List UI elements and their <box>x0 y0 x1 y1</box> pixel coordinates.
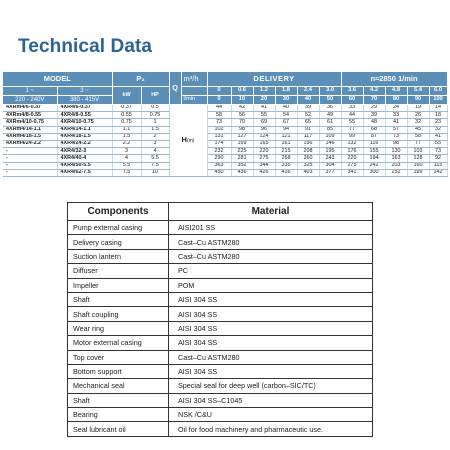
kw-cell: 5.5 <box>112 162 141 169</box>
table-row <box>3 169 447 176</box>
head-value-cell: 54 <box>275 112 297 119</box>
head-value-cell: 275 <box>341 162 363 169</box>
m3h-value: 1.8 <box>275 87 297 96</box>
model-1ph-cell: - <box>3 162 57 169</box>
material-cell: POM <box>169 278 373 292</box>
table-row <box>68 235 373 249</box>
head-value-cell: 203 <box>385 162 407 169</box>
h-unit: (m) <box>186 138 195 145</box>
material-cell: AISI 304 SS <box>169 336 373 350</box>
head-value-cell: 232 <box>207 148 231 155</box>
material-cell: Oil for food machinery and pharmaceutic use. <box>169 422 373 436</box>
head-value-cell: 26 <box>407 112 429 119</box>
head-value-cell: 363 <box>207 162 231 169</box>
col-3ph: 3 ~ <box>57 87 112 96</box>
hp-cell: 0.5 <box>141 105 169 112</box>
head-value-cell: 115 <box>429 162 447 169</box>
head-value-cell: 56 <box>231 112 253 119</box>
head-value-cell: 55 <box>429 140 447 147</box>
col-1ph-voltage: 220 - 240V <box>3 96 57 105</box>
model-3ph-cell: 4XR4/8-0.55 <box>57 112 112 119</box>
head-value-cell: 91 <box>297 126 319 133</box>
head-value-cell: 24 <box>385 105 407 112</box>
component-name-cell: Mechanical seal <box>68 379 169 393</box>
head-value-cell: 132 <box>341 140 363 147</box>
table-row <box>68 278 373 292</box>
component-name-cell: Seal lubricant oil <box>68 422 169 436</box>
table-row <box>3 148 447 155</box>
rpm-header: n≈2850 1/min <box>341 72 447 87</box>
material-cell: Cast–Cu ASTM280 <box>169 350 373 364</box>
table-row <box>68 350 373 364</box>
lmin-value: 100 <box>429 96 447 105</box>
head-value-cell: 14 <box>429 105 447 112</box>
head-value-cell: 94 <box>275 126 297 133</box>
head-value-cell: 155 <box>363 148 385 155</box>
table-row <box>3 126 447 133</box>
head-value-cell: 29 <box>363 105 385 112</box>
head-value-cell: 243 <box>319 155 341 162</box>
head-value-cell: 32 <box>429 126 447 133</box>
model-3ph-cell: 4XR4/24-2.2 <box>57 140 112 147</box>
head-value-cell: 109 <box>319 133 341 140</box>
head-value-cell: 39 <box>363 112 385 119</box>
hp-header: HP <box>141 87 169 105</box>
component-name-cell: Shaft coupling <box>68 307 169 321</box>
head-value-cell: 325 <box>297 162 319 169</box>
head-value-cell: 49 <box>319 112 341 119</box>
lmin-value: 20 <box>253 96 275 105</box>
q-header: Q <box>169 72 181 105</box>
table-row <box>68 379 373 393</box>
head-value-cell: 341 <box>341 169 363 176</box>
model-header: MODEL <box>3 72 112 87</box>
head-value-cell: 44 <box>207 105 231 112</box>
head-value-cell: 41 <box>385 119 407 126</box>
components-body <box>68 221 373 437</box>
m3h-value: 3.0 <box>319 87 341 96</box>
head-value-cell: 130 <box>385 148 407 155</box>
head-value-cell: 161 <box>275 140 297 147</box>
model-1ph-cell: 4XRm4/24-2.2 <box>3 140 57 147</box>
unit-m3h-row <box>181 87 207 96</box>
component-name-cell: Impeller <box>68 278 169 292</box>
head-value-cell: 32 <box>407 119 429 126</box>
head-value-cell: 40 <box>275 105 297 112</box>
head-value-cell: 436 <box>231 169 253 176</box>
table-row <box>68 264 373 278</box>
model-1ph-cell: - <box>3 155 57 162</box>
delivery-header: DELIVERY <box>207 72 341 87</box>
component-name-cell: Top cover <box>68 350 169 364</box>
head-value-cell: 39 <box>297 105 319 112</box>
model-1ph-cell: - <box>3 169 57 176</box>
hp-cell: 10 <box>141 169 169 176</box>
head-value-cell: 77 <box>407 140 429 147</box>
model-1ph-cell: 4XRm4/18-1.5 <box>3 133 57 140</box>
model-3ph-cell: 4XR4/10-0.75 <box>57 119 112 126</box>
lmin-value: 30 <box>275 96 297 105</box>
head-value-cell: 41 <box>253 105 275 112</box>
head-value-cell: 57 <box>385 126 407 133</box>
kw-cell: 1.5 <box>112 133 141 140</box>
components-table <box>67 202 373 437</box>
hp-cell: 0.75 <box>141 112 169 119</box>
p2-header: P₂ <box>112 72 169 87</box>
component-name-cell: Bottom support <box>68 364 169 378</box>
head-value-cell: 215 <box>275 148 297 155</box>
hp-cell: 1.5 <box>141 126 169 133</box>
head-value-cell: 117 <box>297 133 319 140</box>
head-value-cell: 69 <box>253 119 275 126</box>
h-label: H <box>181 135 187 145</box>
lmin-value: 80 <box>385 96 407 105</box>
m3h-value: 5.4 <box>407 87 429 96</box>
table-row <box>68 393 373 407</box>
material-cell: AISI201 SS <box>169 221 373 235</box>
model-1ph-cell: - <box>3 148 57 155</box>
head-value-cell: 92 <box>429 155 447 162</box>
lmin-value: 10 <box>231 96 253 105</box>
material-cell: NSK /C&U <box>169 408 373 422</box>
m3h-value: 1.2 <box>253 87 275 96</box>
head-value-cell: 77 <box>341 126 363 133</box>
head-value-cell: 163 <box>385 155 407 162</box>
head-value-cell: 121 <box>275 133 297 140</box>
hp-cell: 7.5 <box>141 162 169 169</box>
model-3ph-cell: 4XR4/14-1.1 <box>57 126 112 133</box>
head-value-cell: 73 <box>207 119 231 126</box>
head-value-cell: 344 <box>253 162 275 169</box>
head-value-cell: 42 <box>231 105 253 112</box>
hp-cell: 4 <box>141 148 169 155</box>
head-value-cell: 225 <box>231 148 253 155</box>
head-value-cell: 73 <box>429 148 447 155</box>
component-name-cell: Pump external casing <box>68 221 169 235</box>
material-cell: Cast–Cu ASTM280 <box>169 249 373 263</box>
head-value-cell: 290 <box>207 155 231 162</box>
table-row <box>68 336 373 350</box>
unit-lmin: l/min <box>181 96 207 105</box>
m3h-value: 4.2 <box>363 87 385 96</box>
head-value-cell: 160 <box>407 162 429 169</box>
head-value-cell: 195 <box>319 148 341 155</box>
head-value-cell: 242 <box>363 162 385 169</box>
m3h-value: 6.0 <box>429 87 447 96</box>
head-value-cell: 67 <box>275 119 297 126</box>
material-cell: AISI 304 SS–C1045 <box>169 393 373 407</box>
table-row <box>3 112 447 119</box>
material-cell: Cast–Cu ASTM280 <box>169 235 373 249</box>
head-value-cell: 48 <box>363 119 385 126</box>
head-value-cell: 146 <box>319 140 341 147</box>
head-value-cell: 165 <box>253 140 275 147</box>
table-row <box>3 155 447 162</box>
head-value-cell: 61 <box>319 119 341 126</box>
model-3ph-cell: 4XR4/40-4 <box>57 155 112 162</box>
kw-cell: 0.75 <box>112 119 141 126</box>
head-value-cell: 58 <box>207 112 231 119</box>
model-3ph-cell: 4XR4/18-1.5 <box>57 133 112 140</box>
material-cell: AISI 304 SS <box>169 307 373 321</box>
lmin-value: 90 <box>407 96 429 105</box>
head-value-cell: 142 <box>429 169 447 176</box>
table-row <box>68 307 373 321</box>
head-label <box>169 105 207 177</box>
material-header: Material <box>169 203 373 221</box>
head-value-cell: 174 <box>207 140 231 147</box>
head-value-cell: 194 <box>363 155 385 162</box>
lmin-value: 70 <box>363 96 385 105</box>
model-1ph-cell: 4XRm4/6-0.37 <box>3 105 57 112</box>
head-value-cell: 99 <box>341 133 363 140</box>
table-row <box>3 140 447 147</box>
m3h-value: 3.6 <box>341 87 363 96</box>
hp-cell: 3 <box>141 140 169 147</box>
head-value-cell: 220 <box>341 155 363 162</box>
col-1ph: 1 ~ <box>3 87 57 96</box>
table-row <box>3 162 447 169</box>
hp-cell: 1 <box>141 119 169 126</box>
model-3ph-cell: 4XR4/50-5.5 <box>57 162 112 169</box>
head-value-cell: 73 <box>385 133 407 140</box>
table-row <box>68 408 373 422</box>
technical-data-body <box>3 105 447 177</box>
hp-cell: 2 <box>141 133 169 140</box>
head-value-cell: 426 <box>253 169 275 176</box>
lmin-value: 40 <box>297 96 319 105</box>
technical-data-table <box>3 72 448 177</box>
model-3ph-cell: 4XR4/62-7.5 <box>57 169 112 176</box>
head-value-cell: 87 <box>363 133 385 140</box>
lmin-value: 60 <box>341 96 363 105</box>
kw-cell: 3 <box>112 148 141 155</box>
head-value-cell: 98 <box>231 126 253 133</box>
material-cell: AISI 304 SS <box>169 292 373 306</box>
model-3ph-cell: 4XR4/6-0.37 <box>57 105 112 112</box>
model-1ph-cell: 4XRm4/10-0.75 <box>3 119 57 126</box>
head-value-cell: 300 <box>363 169 385 176</box>
kw-header: kW <box>112 87 141 105</box>
table-row <box>3 133 447 140</box>
head-value-cell: 156 <box>297 140 319 147</box>
kw-cell: 2.2 <box>112 140 141 147</box>
lmin-value: 50 <box>319 96 341 105</box>
head-value-cell: 44 <box>341 112 363 119</box>
m3h-value: 0.6 <box>231 87 253 96</box>
head-value-cell: 416 <box>275 169 297 176</box>
head-value-cell: 124 <box>253 133 275 140</box>
head-value-cell: 70 <box>231 119 253 126</box>
head-value-cell: 103 <box>407 148 429 155</box>
m3h-value: 4.8 <box>385 87 407 96</box>
head-value-cell: 55 <box>253 112 275 119</box>
table-row <box>3 119 447 126</box>
head-value-cell: 33 <box>341 105 363 112</box>
component-name-cell: Delivery casing <box>68 235 169 249</box>
component-name-cell: Motor external casing <box>68 336 169 350</box>
head-value-cell: 199 <box>407 169 429 176</box>
lmin-value: 0 <box>207 96 231 105</box>
head-value-cell: 65 <box>297 119 319 126</box>
head-value-cell: 304 <box>319 162 341 169</box>
head-value-cell: 208 <box>297 148 319 155</box>
head-value-cell: 41 <box>429 133 447 140</box>
head-value-cell: 52 <box>297 112 319 119</box>
hp-cell: 5.5 <box>141 155 169 162</box>
head-value-cell: 18 <box>429 112 447 119</box>
material-cell: Special seal for deep well (carbon–SIC/TC) <box>169 379 373 393</box>
unit-m3h: m³/h <box>181 72 207 87</box>
table-row <box>68 249 373 263</box>
head-value-cell: 260 <box>297 155 319 162</box>
head-value-cell: 275 <box>253 155 275 162</box>
head-value-cell: 45 <box>407 126 429 133</box>
table-row <box>68 422 373 436</box>
model-1ph-cell: 4XRm4/14-1.1 <box>3 126 57 133</box>
kw-cell: 7.5 <box>112 169 141 176</box>
kw-cell: 0.55 <box>112 112 141 119</box>
m3h-value: 0 <box>207 87 231 96</box>
head-value-cell: 116 <box>363 140 385 147</box>
head-value-cell: 335 <box>275 162 297 169</box>
components-header: Components <box>68 203 169 221</box>
material-cell: AISI 304 SS <box>169 321 373 335</box>
head-value-cell: 128 <box>407 155 429 162</box>
head-value-cell: 96 <box>253 126 275 133</box>
head-value-cell: 450 <box>207 169 231 176</box>
table-row <box>68 321 373 335</box>
head-value-cell: 23 <box>429 119 447 126</box>
kw-cell: 1.1 <box>112 126 141 133</box>
head-value-cell: 58 <box>407 133 429 140</box>
head-value-cell: 131 <box>207 133 231 140</box>
model-3ph-cell: 4XR4/32-3 <box>57 148 112 155</box>
head-value-cell: 377 <box>319 169 341 176</box>
material-cell: AISI 304 SS <box>169 364 373 378</box>
page-title: Technical Data <box>18 36 153 57</box>
table-row <box>3 105 447 112</box>
head-value-cell: 352 <box>231 162 253 169</box>
component-name-cell: Diffuser <box>68 264 169 278</box>
table-row <box>68 364 373 378</box>
head-value-cell: 169 <box>231 140 253 147</box>
head-value-cell: 98 <box>385 140 407 147</box>
col-3ph-voltage: 380 - 415V <box>57 96 112 105</box>
table-row <box>68 221 373 235</box>
component-name-cell: Wear ring <box>68 321 169 335</box>
component-name-cell: Shaft <box>68 292 169 306</box>
head-value-cell: 55 <box>341 119 363 126</box>
head-value-cell: 127 <box>231 133 253 140</box>
model-1ph-cell: 4XRm4/8-0.55 <box>3 112 57 119</box>
head-value-cell: 252 <box>385 169 407 176</box>
component-name-cell: Suction lantern <box>68 249 169 263</box>
component-name-cell: Bearing <box>68 408 169 422</box>
head-value-cell: 36 <box>319 105 341 112</box>
kw-cell: 4 <box>112 155 141 162</box>
head-value-cell: 268 <box>275 155 297 162</box>
component-name-cell: Shaft <box>68 393 169 407</box>
head-value-cell: 403 <box>297 169 319 176</box>
head-value-cell: 33 <box>385 112 407 119</box>
head-value-cell: 19 <box>407 105 429 112</box>
head-value-cell: 102 <box>207 126 231 133</box>
head-value-cell: 68 <box>363 126 385 133</box>
material-cell: PC <box>169 264 373 278</box>
head-value-cell: 176 <box>341 148 363 155</box>
kw-cell: 0.37 <box>112 105 141 112</box>
m3h-value: 2.4 <box>297 87 319 96</box>
table-row <box>68 292 373 306</box>
head-value-cell: 281 <box>231 155 253 162</box>
head-value-cell: 220 <box>253 148 275 155</box>
head-value-cell: 85 <box>319 126 341 133</box>
